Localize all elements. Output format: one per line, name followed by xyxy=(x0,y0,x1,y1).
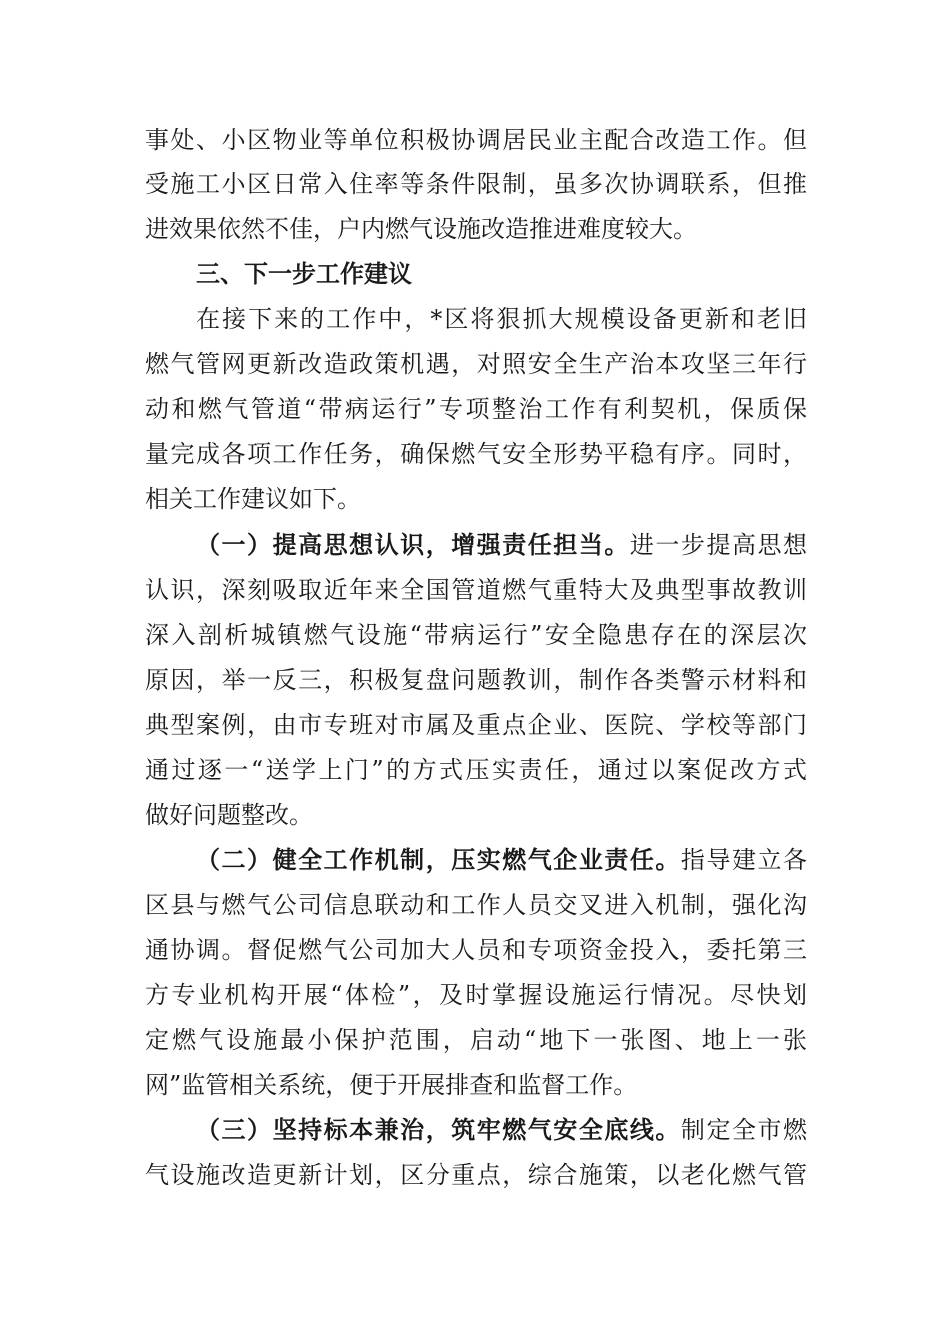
paragraph-line: 做好问题整改。 xyxy=(145,801,313,829)
paragraph-line: 区县与燃气公司信息联动和工作人员交叉进入机制，强化沟 xyxy=(145,891,807,919)
paragraph-line: 深入剖析城镇燃气设施“带病运行”安全隐患存在的深层次 xyxy=(145,621,807,649)
paragraph-line: 相关工作建议如下。 xyxy=(145,485,361,513)
item-text: 指导建立各 xyxy=(680,846,808,874)
paragraph-line: 燃气管网更新改造政策机遇，对照安全生产治本攻坚三年行 xyxy=(145,350,807,378)
paragraph-line: 网”监管相关系统，便于开展排查和监督工作。 xyxy=(145,1071,638,1099)
paragraph-line: 量完成各项工作任务，确保燃气安全形势平稳有序。同时， xyxy=(145,440,807,468)
paragraph-line: 通过逐一“送学上门”的方式压实责任，通过以案促改方式 xyxy=(145,756,807,784)
item-title: （二）健全工作机制，压实燃气企业责任。 xyxy=(196,846,681,874)
item-first-line xyxy=(196,840,807,880)
paragraph-line: 受施工小区日常入住率等条件限制，虽多次协调联系，但推 xyxy=(145,170,807,198)
paragraph-line: 进效果依然不佳，户内燃气设施改造推进难度较大。 xyxy=(145,215,697,243)
section-heading: 三、下一步工作建议 xyxy=(196,260,412,288)
paragraph-line: 原因，举一反三，积极复盘问题教训，制作各类警示材料和 xyxy=(145,666,807,694)
item-title: （一）提高思想认识，增强责任担当。 xyxy=(196,531,630,559)
paragraph-line: 气设施改造更新计划，区分重点，综合施策，以老化燃气管 xyxy=(145,1161,807,1189)
item-first-line xyxy=(196,1110,807,1150)
paragraph-line: 通协调。督促燃气公司加大人员和专项资金投入，委托第三 xyxy=(145,936,807,964)
paragraph-line: 事处、小区物业等单位积极协调居民业主配合改造工作。但 xyxy=(145,126,807,154)
item-text: 进一步提高思想 xyxy=(629,531,808,559)
paragraph-line: 在接下来的工作中，*区将狠抓大规模设备更新和老旧 xyxy=(196,305,807,333)
paragraph-line: 典型案例，由市专班对市属及重点企业、医院、学校等部门 xyxy=(145,711,807,739)
item-first-line xyxy=(196,525,807,565)
paragraph-line: 方专业机构开展“体检”，及时掌握设施运行情况。尽快划 xyxy=(145,981,807,1009)
paragraph-line: 认识，深刻吸取近年来全国管道燃气重特大及典型事故教训 xyxy=(145,576,807,604)
paragraph-line: 动和燃气管道“带病运行”专项整治工作有利契机，保质保 xyxy=(145,395,807,423)
item-text: 制定全市燃 xyxy=(680,1116,808,1144)
item-title: （三）坚持标本兼治，筑牢燃气安全底线。 xyxy=(196,1116,681,1144)
paragraph-line: 定燃气设施最小保护范围，启动“地下一张图、地上一张 xyxy=(145,1026,807,1054)
